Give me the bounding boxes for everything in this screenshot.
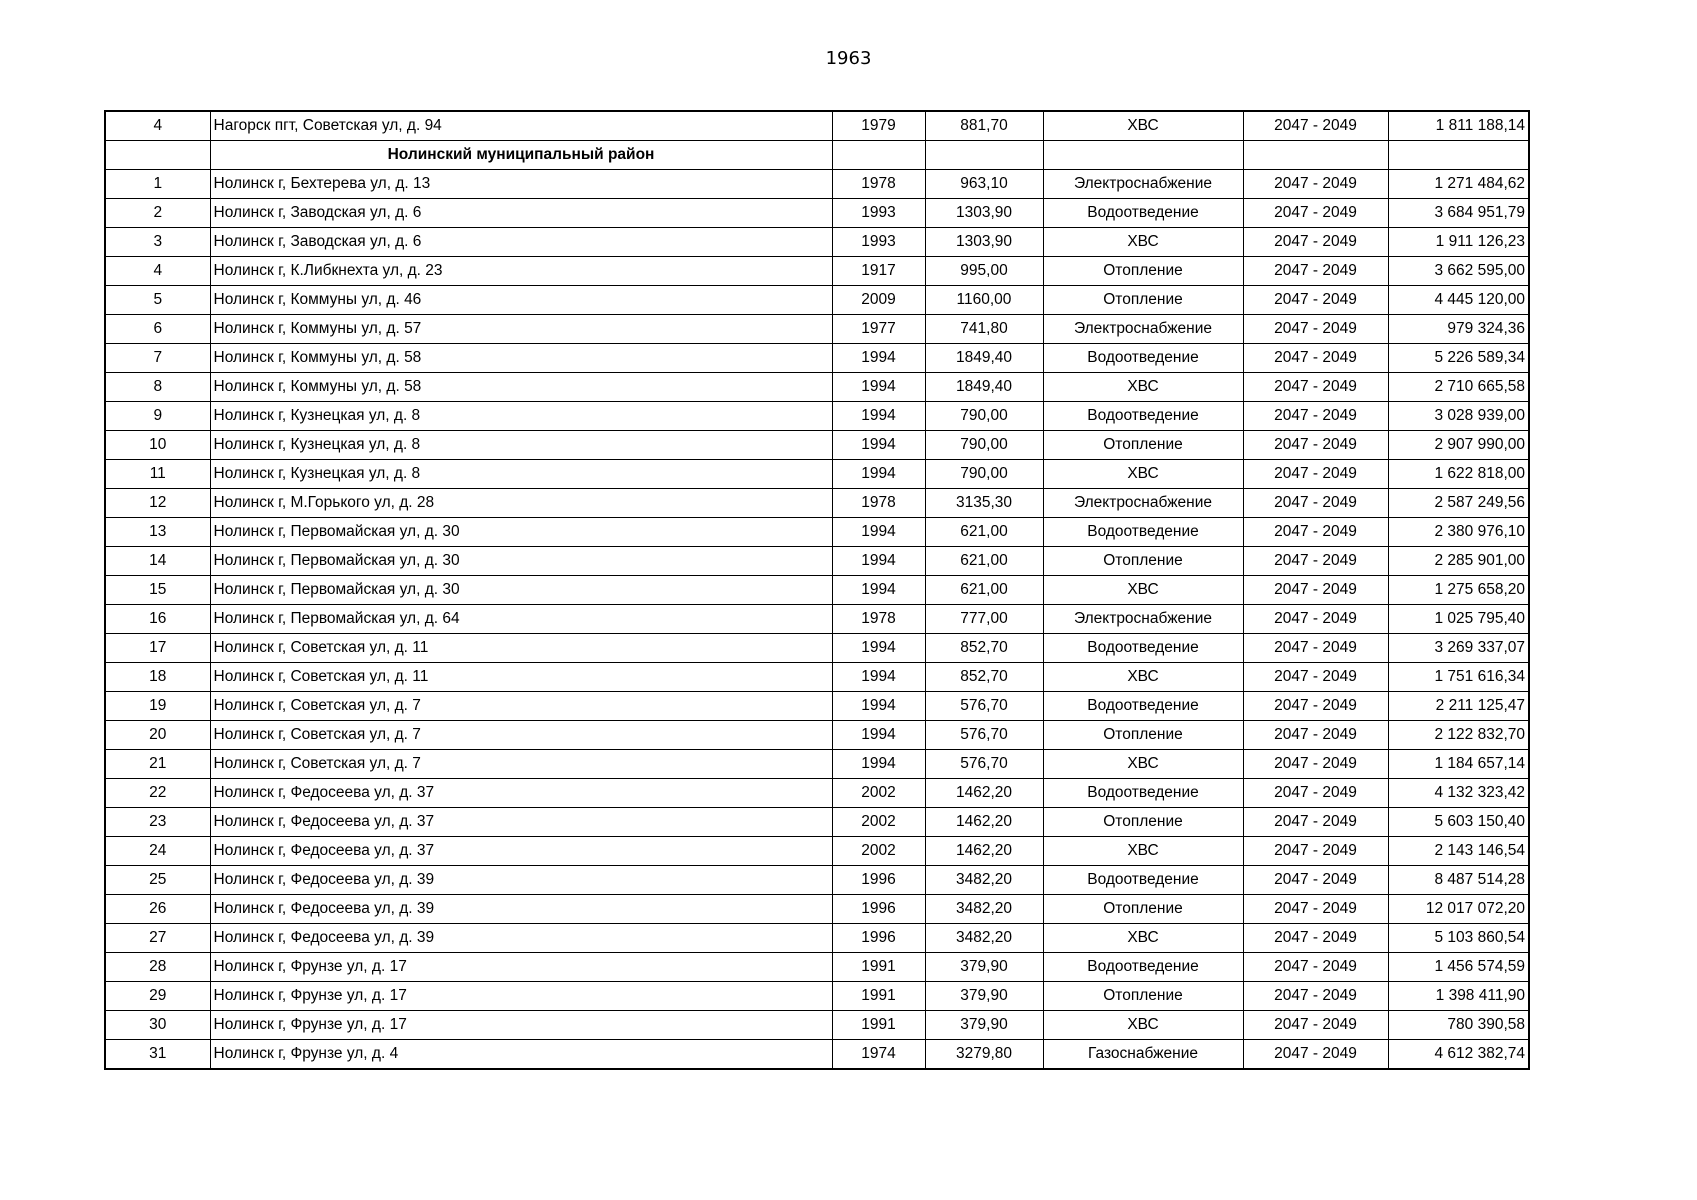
area-cell: 1303,90 bbox=[925, 199, 1043, 228]
address-cell: Нолинск г, Бехтерева ул, д. 13 bbox=[210, 170, 832, 199]
area-cell: 379,90 bbox=[925, 953, 1043, 982]
row-number-cell: 23 bbox=[105, 808, 210, 837]
table-row bbox=[105, 837, 1529, 866]
row-number-cell: 15 bbox=[105, 576, 210, 605]
work-type-cell: ХВС bbox=[1043, 373, 1243, 402]
period-cell: 2047 - 2049 bbox=[1243, 373, 1388, 402]
build-year-cell: 1994 bbox=[832, 402, 925, 431]
period-cell: 2047 - 2049 bbox=[1243, 1011, 1388, 1040]
area-cell: 379,90 bbox=[925, 1011, 1043, 1040]
row-number-cell: 26 bbox=[105, 895, 210, 924]
address-cell: Нолинск г, Советская ул, д. 11 bbox=[210, 634, 832, 663]
period-cell: 2047 - 2049 bbox=[1243, 228, 1388, 257]
cost-cell: 2 587 249,56 bbox=[1388, 489, 1529, 518]
work-type-cell: Отопление bbox=[1043, 895, 1243, 924]
area-cell: 1462,20 bbox=[925, 779, 1043, 808]
table-row bbox=[105, 373, 1529, 402]
cost-cell: 2 710 665,58 bbox=[1388, 373, 1529, 402]
row-number-cell: 10 bbox=[105, 431, 210, 460]
work-type-cell: Отопление bbox=[1043, 547, 1243, 576]
build-year-cell: 1996 bbox=[832, 866, 925, 895]
work-type-cell: Отопление bbox=[1043, 431, 1243, 460]
row-number-cell: 14 bbox=[105, 547, 210, 576]
table-row bbox=[105, 895, 1529, 924]
build-year-cell: 1994 bbox=[832, 721, 925, 750]
period-cell: 2047 - 2049 bbox=[1243, 808, 1388, 837]
row-number-cell: 13 bbox=[105, 518, 210, 547]
work-type-cell bbox=[1043, 141, 1243, 170]
work-type-cell: Электроснабжение bbox=[1043, 489, 1243, 518]
address-cell: Нолинск г, Первомайская ул, д. 30 bbox=[210, 518, 832, 547]
address-cell: Нолинск г, Кузнецкая ул, д. 8 bbox=[210, 460, 832, 489]
cost-cell: 2 285 901,00 bbox=[1388, 547, 1529, 576]
work-type-cell: Водоотведение bbox=[1043, 344, 1243, 373]
period-cell: 2047 - 2049 bbox=[1243, 866, 1388, 895]
row-number-cell: 19 bbox=[105, 692, 210, 721]
period-cell: 2047 - 2049 bbox=[1243, 170, 1388, 199]
table-row bbox=[105, 982, 1529, 1011]
cost-cell: 3 684 951,79 bbox=[1388, 199, 1529, 228]
period-cell: 2047 - 2049 bbox=[1243, 634, 1388, 663]
work-type-cell: ХВС bbox=[1043, 228, 1243, 257]
period-cell: 2047 - 2049 bbox=[1243, 257, 1388, 286]
address-cell: Нолинск г, К.Либкнехта ул, д. 23 bbox=[210, 257, 832, 286]
work-type-cell: ХВС bbox=[1043, 576, 1243, 605]
build-year-cell: 1994 bbox=[832, 373, 925, 402]
row-number-cell: 6 bbox=[105, 315, 210, 344]
build-year-cell: 2009 bbox=[832, 286, 925, 315]
period-cell bbox=[1243, 141, 1388, 170]
build-year-cell: 2002 bbox=[832, 837, 925, 866]
cost-cell: 4 132 323,42 bbox=[1388, 779, 1529, 808]
build-year-cell: 1991 bbox=[832, 1011, 925, 1040]
address-cell: Нолинск г, М.Горького ул, д. 28 bbox=[210, 489, 832, 518]
work-type-cell: Отопление bbox=[1043, 982, 1243, 1011]
address-cell: Нолинск г, Коммуны ул, д. 58 bbox=[210, 344, 832, 373]
address-cell: Нолинск г, Советская ул, д. 7 bbox=[210, 750, 832, 779]
period-cell: 2047 - 2049 bbox=[1243, 576, 1388, 605]
cost-cell: 3 028 939,00 bbox=[1388, 402, 1529, 431]
table-row bbox=[105, 111, 1529, 141]
address-cell: Нолинск г, Федосеева ул, д. 37 bbox=[210, 779, 832, 808]
row-number-cell: 9 bbox=[105, 402, 210, 431]
work-type-cell: Отопление bbox=[1043, 286, 1243, 315]
area-cell: 379,90 bbox=[925, 982, 1043, 1011]
cost-cell: 3 269 337,07 bbox=[1388, 634, 1529, 663]
cost-cell: 1 271 484,62 bbox=[1388, 170, 1529, 199]
table-row bbox=[105, 228, 1529, 257]
build-year-cell: 1994 bbox=[832, 663, 925, 692]
cost-cell: 2 907 990,00 bbox=[1388, 431, 1529, 460]
period-cell: 2047 - 2049 bbox=[1243, 402, 1388, 431]
period-cell: 2047 - 2049 bbox=[1243, 982, 1388, 1011]
build-year-cell: 1993 bbox=[832, 199, 925, 228]
address-cell: Нолинск г, Фрунзе ул, д. 4 bbox=[210, 1040, 832, 1070]
area-cell: 777,00 bbox=[925, 605, 1043, 634]
period-cell: 2047 - 2049 bbox=[1243, 431, 1388, 460]
work-type-cell: Водоотведение bbox=[1043, 199, 1243, 228]
area-cell: 3279,80 bbox=[925, 1040, 1043, 1070]
address-cell: Нолинск г, Федосеева ул, д. 39 bbox=[210, 924, 832, 953]
period-cell: 2047 - 2049 bbox=[1243, 460, 1388, 489]
area-cell: 1849,40 bbox=[925, 344, 1043, 373]
area-cell: 741,80 bbox=[925, 315, 1043, 344]
build-year-cell: 1979 bbox=[832, 111, 925, 141]
address-cell: Нолинск г, Федосеева ул, д. 37 bbox=[210, 808, 832, 837]
table-row bbox=[105, 924, 1529, 953]
build-year-cell: 1978 bbox=[832, 170, 925, 199]
period-cell: 2047 - 2049 bbox=[1243, 750, 1388, 779]
area-cell: 621,00 bbox=[925, 547, 1043, 576]
row-number-cell bbox=[105, 141, 210, 170]
table-row bbox=[105, 779, 1529, 808]
row-number-cell: 17 bbox=[105, 634, 210, 663]
row-number-cell: 16 bbox=[105, 605, 210, 634]
build-year-cell: 2002 bbox=[832, 779, 925, 808]
work-type-cell: ХВС bbox=[1043, 663, 1243, 692]
cost-cell: 5 103 860,54 bbox=[1388, 924, 1529, 953]
register-table bbox=[104, 110, 1530, 1070]
table-row bbox=[105, 286, 1529, 315]
row-number-cell: 30 bbox=[105, 1011, 210, 1040]
cost-cell: 2 143 146,54 bbox=[1388, 837, 1529, 866]
table-row bbox=[105, 1011, 1529, 1040]
row-number-cell: 28 bbox=[105, 953, 210, 982]
period-cell: 2047 - 2049 bbox=[1243, 895, 1388, 924]
address-cell: Нолинск г, Первомайская ул, д. 30 bbox=[210, 576, 832, 605]
address-cell: Нолинск г, Кузнецкая ул, д. 8 bbox=[210, 402, 832, 431]
build-year-cell: 2002 bbox=[832, 808, 925, 837]
cost-cell: 1 398 411,90 bbox=[1388, 982, 1529, 1011]
row-number-cell: 4 bbox=[105, 111, 210, 141]
table-row bbox=[105, 1040, 1529, 1070]
period-cell: 2047 - 2049 bbox=[1243, 924, 1388, 953]
area-cell bbox=[925, 141, 1043, 170]
build-year-cell: 1978 bbox=[832, 489, 925, 518]
area-cell: 576,70 bbox=[925, 721, 1043, 750]
work-type-cell: Газоснабжение bbox=[1043, 1040, 1243, 1070]
table-row bbox=[105, 750, 1529, 779]
row-number-cell: 22 bbox=[105, 779, 210, 808]
cost-cell: 3 662 595,00 bbox=[1388, 257, 1529, 286]
period-cell: 2047 - 2049 bbox=[1243, 692, 1388, 721]
table-row bbox=[105, 489, 1529, 518]
cost-cell: 979 324,36 bbox=[1388, 315, 1529, 344]
row-number-cell: 24 bbox=[105, 837, 210, 866]
work-type-cell: Электроснабжение bbox=[1043, 605, 1243, 634]
address-cell: Нолинск г, Коммуны ул, д. 57 bbox=[210, 315, 832, 344]
cost-cell: 1 811 188,14 bbox=[1388, 111, 1529, 141]
build-year-cell: 1994 bbox=[832, 460, 925, 489]
build-year-cell: 1994 bbox=[832, 547, 925, 576]
table-row bbox=[105, 605, 1529, 634]
cost-cell: 1 911 126,23 bbox=[1388, 228, 1529, 257]
work-type-cell: Отопление bbox=[1043, 808, 1243, 837]
table-row bbox=[105, 344, 1529, 373]
table-row bbox=[105, 170, 1529, 199]
table-row bbox=[105, 663, 1529, 692]
period-cell: 2047 - 2049 bbox=[1243, 547, 1388, 576]
cost-cell: 1 275 658,20 bbox=[1388, 576, 1529, 605]
cost-cell: 2 380 976,10 bbox=[1388, 518, 1529, 547]
section-title: Нолинский муниципальный район bbox=[210, 141, 832, 170]
row-number-cell: 18 bbox=[105, 663, 210, 692]
table-row bbox=[105, 315, 1529, 344]
area-cell: 790,00 bbox=[925, 460, 1043, 489]
row-number-cell: 4 bbox=[105, 257, 210, 286]
area-cell: 995,00 bbox=[925, 257, 1043, 286]
table-row bbox=[105, 953, 1529, 982]
build-year-cell: 1994 bbox=[832, 750, 925, 779]
build-year-cell: 1974 bbox=[832, 1040, 925, 1070]
cost-cell: 780 390,58 bbox=[1388, 1011, 1529, 1040]
area-cell: 621,00 bbox=[925, 576, 1043, 605]
work-type-cell: Водоотведение bbox=[1043, 692, 1243, 721]
row-number-cell: 21 bbox=[105, 750, 210, 779]
row-number-cell: 2 bbox=[105, 199, 210, 228]
build-year-cell: 1994 bbox=[832, 344, 925, 373]
work-type-cell: Водоотведение bbox=[1043, 518, 1243, 547]
address-cell: Нолинск г, Советская ул, д. 7 bbox=[210, 692, 832, 721]
work-type-cell: ХВС bbox=[1043, 837, 1243, 866]
period-cell: 2047 - 2049 bbox=[1243, 111, 1388, 141]
table-row bbox=[105, 634, 1529, 663]
cost-cell: 1 622 818,00 bbox=[1388, 460, 1529, 489]
table-row bbox=[105, 431, 1529, 460]
build-year-cell: 1978 bbox=[832, 605, 925, 634]
work-type-cell: Водоотведение bbox=[1043, 634, 1243, 663]
build-year-cell bbox=[832, 141, 925, 170]
row-number-cell: 12 bbox=[105, 489, 210, 518]
row-number-cell: 27 bbox=[105, 924, 210, 953]
table-row bbox=[105, 547, 1529, 576]
build-year-cell: 1917 bbox=[832, 257, 925, 286]
address-cell: Нолинск г, Кузнецкая ул, д. 8 bbox=[210, 431, 832, 460]
period-cell: 2047 - 2049 bbox=[1243, 663, 1388, 692]
cost-cell: 1 025 795,40 bbox=[1388, 605, 1529, 634]
area-cell: 3482,20 bbox=[925, 924, 1043, 953]
area-cell: 1462,20 bbox=[925, 837, 1043, 866]
work-type-cell: Отопление bbox=[1043, 257, 1243, 286]
period-cell: 2047 - 2049 bbox=[1243, 286, 1388, 315]
table-row bbox=[105, 460, 1529, 489]
area-cell: 3482,20 bbox=[925, 895, 1043, 924]
row-number-cell: 29 bbox=[105, 982, 210, 1011]
table-row bbox=[105, 518, 1529, 547]
table-row bbox=[105, 576, 1529, 605]
work-type-cell: ХВС bbox=[1043, 750, 1243, 779]
cost-cell: 4 612 382,74 bbox=[1388, 1040, 1529, 1070]
period-cell: 2047 - 2049 bbox=[1243, 1040, 1388, 1070]
build-year-cell: 1991 bbox=[832, 982, 925, 1011]
address-cell: Нолинск г, Коммуны ул, д. 58 bbox=[210, 373, 832, 402]
register-body bbox=[105, 111, 1529, 1069]
period-cell: 2047 - 2049 bbox=[1243, 344, 1388, 373]
table-row bbox=[105, 199, 1529, 228]
period-cell: 2047 - 2049 bbox=[1243, 837, 1388, 866]
area-cell: 881,70 bbox=[925, 111, 1043, 141]
build-year-cell: 1994 bbox=[832, 634, 925, 663]
area-cell: 3135,30 bbox=[925, 489, 1043, 518]
row-number-cell: 31 bbox=[105, 1040, 210, 1070]
area-cell: 852,70 bbox=[925, 634, 1043, 663]
area-cell: 1303,90 bbox=[925, 228, 1043, 257]
area-cell: 1849,40 bbox=[925, 373, 1043, 402]
cost-cell: 1 751 616,34 bbox=[1388, 663, 1529, 692]
build-year-cell: 1993 bbox=[832, 228, 925, 257]
work-type-cell: Электроснабжение bbox=[1043, 170, 1243, 199]
area-cell: 1462,20 bbox=[925, 808, 1043, 837]
row-number-cell: 11 bbox=[105, 460, 210, 489]
work-type-cell: Водоотведение bbox=[1043, 953, 1243, 982]
address-cell: Нолинск г, Советская ул, д. 7 bbox=[210, 721, 832, 750]
cost-cell bbox=[1388, 141, 1529, 170]
address-cell: Нолинск г, Фрунзе ул, д. 17 bbox=[210, 953, 832, 982]
address-cell: Нагорск пгт, Советская ул, д. 94 bbox=[210, 111, 832, 141]
build-year-cell: 1994 bbox=[832, 576, 925, 605]
row-number-cell: 25 bbox=[105, 866, 210, 895]
cost-cell: 5 603 150,40 bbox=[1388, 808, 1529, 837]
build-year-cell: 1977 bbox=[832, 315, 925, 344]
cost-cell: 1 184 657,14 bbox=[1388, 750, 1529, 779]
build-year-cell: 1994 bbox=[832, 692, 925, 721]
row-number-cell: 8 bbox=[105, 373, 210, 402]
cost-cell: 1 456 574,59 bbox=[1388, 953, 1529, 982]
area-cell: 621,00 bbox=[925, 518, 1043, 547]
table-row bbox=[105, 721, 1529, 750]
area-cell: 576,70 bbox=[925, 692, 1043, 721]
address-cell: Нолинск г, Коммуны ул, д. 46 bbox=[210, 286, 832, 315]
period-cell: 2047 - 2049 bbox=[1243, 721, 1388, 750]
period-cell: 2047 - 2049 bbox=[1243, 953, 1388, 982]
cost-cell: 12 017 072,20 bbox=[1388, 895, 1529, 924]
build-year-cell: 1994 bbox=[832, 518, 925, 547]
area-cell: 576,70 bbox=[925, 750, 1043, 779]
build-year-cell: 1996 bbox=[832, 895, 925, 924]
period-cell: 2047 - 2049 bbox=[1243, 605, 1388, 634]
cost-cell: 4 445 120,00 bbox=[1388, 286, 1529, 315]
address-cell: Нолинск г, Федосеева ул, д. 39 bbox=[210, 866, 832, 895]
section-header-row bbox=[105, 141, 1529, 170]
address-cell: Нолинск г, Федосеева ул, д. 37 bbox=[210, 837, 832, 866]
period-cell: 2047 - 2049 bbox=[1243, 518, 1388, 547]
address-cell: Нолинск г, Первомайская ул, д. 30 bbox=[210, 547, 832, 576]
address-cell: Нолинск г, Заводская ул, д. 6 bbox=[210, 199, 832, 228]
work-type-cell: Водоотведение bbox=[1043, 779, 1243, 808]
address-cell: Нолинск г, Советская ул, д. 11 bbox=[210, 663, 832, 692]
row-number-cell: 1 bbox=[105, 170, 210, 199]
address-cell: Нолинск г, Первомайская ул, д. 64 bbox=[210, 605, 832, 634]
area-cell: 790,00 bbox=[925, 431, 1043, 460]
row-number-cell: 3 bbox=[105, 228, 210, 257]
area-cell: 790,00 bbox=[925, 402, 1043, 431]
work-type-cell: ХВС bbox=[1043, 1011, 1243, 1040]
address-cell: Нолинск г, Федосеева ул, д. 39 bbox=[210, 895, 832, 924]
cost-cell: 5 226 589,34 bbox=[1388, 344, 1529, 373]
work-type-cell: ХВС bbox=[1043, 924, 1243, 953]
table-row bbox=[105, 692, 1529, 721]
area-cell: 3482,20 bbox=[925, 866, 1043, 895]
build-year-cell: 1991 bbox=[832, 953, 925, 982]
cost-cell: 2 211 125,47 bbox=[1388, 692, 1529, 721]
period-cell: 2047 - 2049 bbox=[1243, 315, 1388, 344]
area-cell: 963,10 bbox=[925, 170, 1043, 199]
address-cell: Нолинск г, Фрунзе ул, д. 17 bbox=[210, 982, 832, 1011]
work-type-cell: ХВС bbox=[1043, 460, 1243, 489]
work-type-cell: Водоотведение bbox=[1043, 402, 1243, 431]
table-row bbox=[105, 866, 1529, 895]
page-number: 1963 bbox=[825, 48, 872, 69]
area-cell: 1160,00 bbox=[925, 286, 1043, 315]
address-cell: Нолинск г, Заводская ул, д. 6 bbox=[210, 228, 832, 257]
work-type-cell: ХВС bbox=[1043, 111, 1243, 141]
row-number-cell: 20 bbox=[105, 721, 210, 750]
build-year-cell: 1994 bbox=[832, 431, 925, 460]
address-cell: Нолинск г, Фрунзе ул, д. 17 bbox=[210, 1011, 832, 1040]
table-row bbox=[105, 808, 1529, 837]
build-year-cell: 1996 bbox=[832, 924, 925, 953]
cost-cell: 2 122 832,70 bbox=[1388, 721, 1529, 750]
table-row bbox=[105, 257, 1529, 286]
row-number-cell: 5 bbox=[105, 286, 210, 315]
period-cell: 2047 - 2049 bbox=[1243, 199, 1388, 228]
table-row bbox=[105, 402, 1529, 431]
work-type-cell: Отопление bbox=[1043, 721, 1243, 750]
work-type-cell: Электроснабжение bbox=[1043, 315, 1243, 344]
period-cell: 2047 - 2049 bbox=[1243, 779, 1388, 808]
work-type-cell: Водоотведение bbox=[1043, 866, 1243, 895]
area-cell: 852,70 bbox=[925, 663, 1043, 692]
row-number-cell: 7 bbox=[105, 344, 210, 373]
cost-cell: 8 487 514,28 bbox=[1388, 866, 1529, 895]
period-cell: 2047 - 2049 bbox=[1243, 489, 1388, 518]
